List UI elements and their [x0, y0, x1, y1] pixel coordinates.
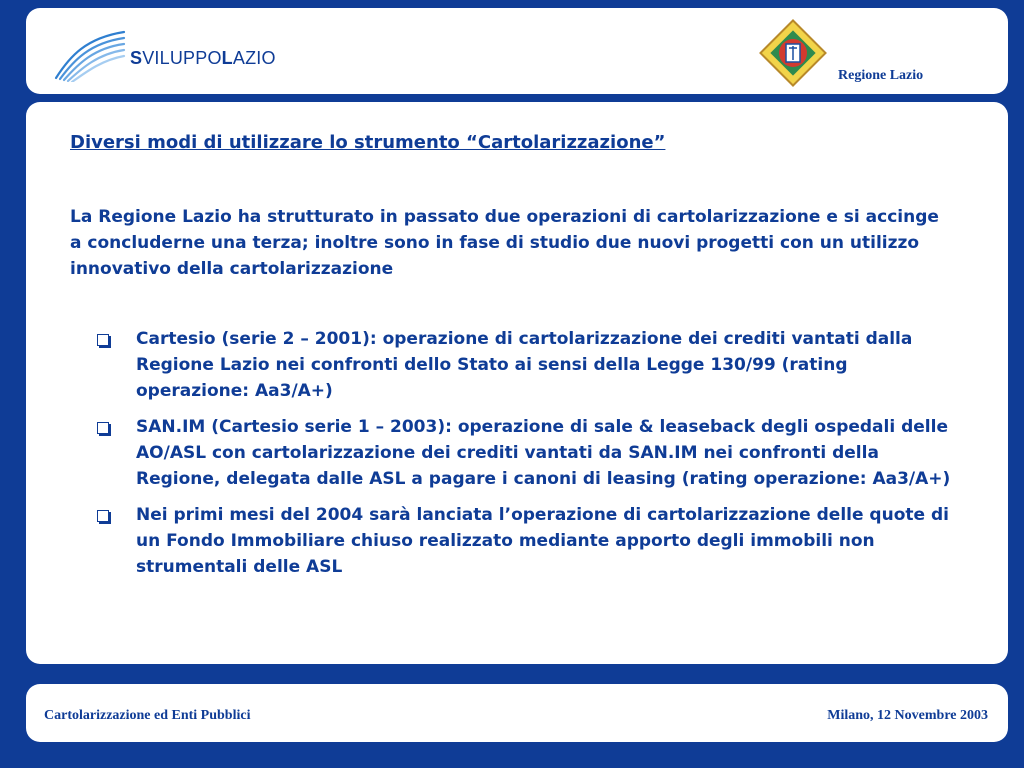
footer-date: Milano, 12 Novembre 2003 [827, 708, 988, 723]
checkbox-bullet-icon [97, 334, 109, 346]
slide-title: Diversi modi di utilizzare lo strumento “Cartolarizzazione” [70, 132, 666, 153]
bullet-text: Nei primi mesi del 2004 sarà lanciata l’operazione di cartolarizzazione delle quote di un Fondo Immobiliare chiuso realizzato mediante apporto degli immobili non strumentali delle ASL [136, 505, 949, 577]
checkbox-bullet-icon [97, 422, 109, 434]
bullet-text: SAN.IM (Cartesio serie 1 – 2003): operazione di sale & leaseback degli ospedali delle AO/ASL con cartolarizzazione dei crediti vantati da SAN.IM nei confronti della Regione, delegata dalle ASL a pagare i canoni di leasing (rating operazione: Aa3/A+) [136, 417, 951, 489]
footer-title: Cartolarizzazione ed Enti Pubblici [44, 708, 251, 723]
footer-panel [26, 684, 1008, 742]
checkbox-bullet-icon [97, 510, 109, 522]
bullet-item [92, 326, 962, 404]
intro-paragraph: La Regione Lazio ha strutturato in passato due operazioni di cartolarizzazione e si accinge a concluderne una terza; inoltre sono in fase di studio due nuovi progetti con un utilizzo innovativo della cartolarizzazione [70, 207, 939, 279]
content-panel [26, 102, 1008, 664]
header-panel [26, 8, 1008, 94]
region-label: Regione Lazio [838, 68, 924, 83]
bullet-text: Cartesio (serie 2 – 2001): operazione di cartolarizzazione dei crediti vantati dalla Regione Lazio nei confronti dello Stato ai sensi della Legge 130/99 (rating operazione: Aa3/A+) [136, 329, 913, 401]
brand-name: SVILUPPOLAZIO [130, 48, 276, 68]
waves-logo-icon [52, 26, 128, 82]
bullet-item [92, 502, 962, 580]
bullet-list [92, 326, 962, 590]
bullet-item [92, 414, 962, 492]
regione-lazio-emblem-icon [758, 18, 828, 88]
